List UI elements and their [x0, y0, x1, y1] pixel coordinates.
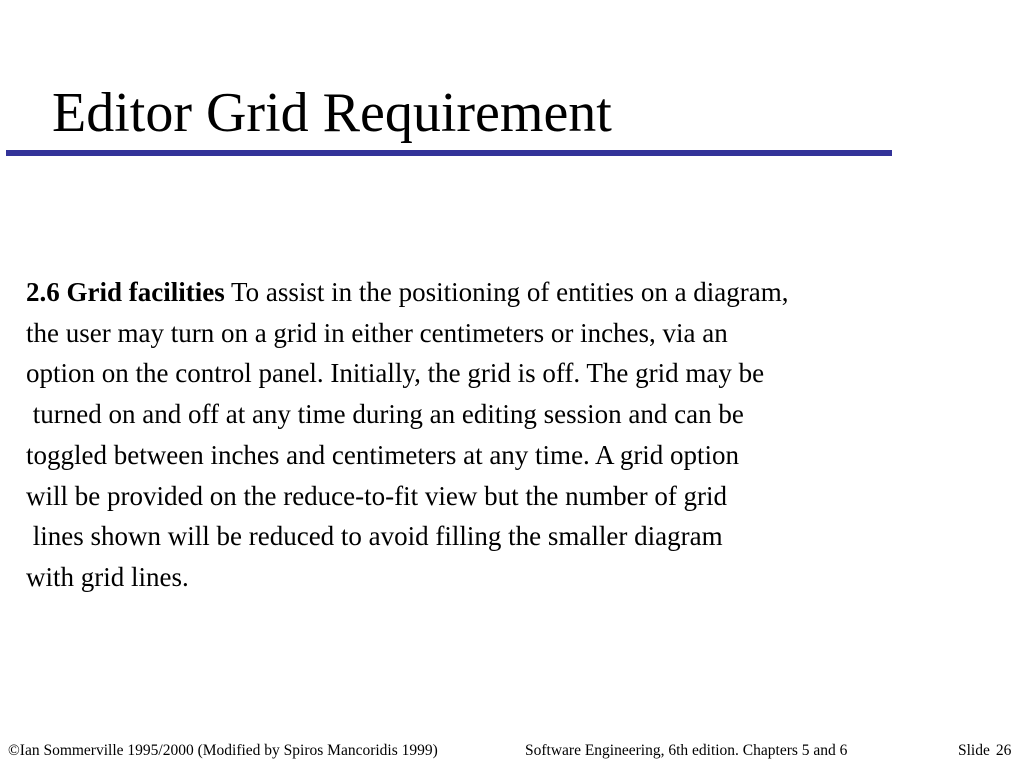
body-line-4: turned on and off at any time during an editing session and can be — [26, 399, 744, 430]
footer-slide-number — [958, 741, 1011, 761]
body-line-2: the user may turn on a grid in either centimeters or inches, via an — [26, 317, 728, 348]
title-underline — [6, 150, 892, 156]
body-line-8: with grid lines. — [26, 561, 189, 592]
body-line-5: toggled between inches and centimeters at any time. A grid option — [26, 439, 740, 470]
body-line-1 — [26, 272, 1016, 313]
slide-title: Editor Grid Requirement — [52, 82, 612, 144]
footer-copyright: ©Ian Sommerville 1995/2000 (Modified by Spiros Mancoridis 1999) — [8, 742, 438, 759]
body-line-6: will be provided on the reduce-to-fit view but the number of grid — [26, 480, 728, 511]
footer-book-title: Software Engineering, 6th edition. Chapters 5 and 6 — [525, 742, 848, 759]
slide-label: Slide — [958, 742, 990, 759]
slide-number: 26 — [995, 742, 1012, 759]
body-line-3: option on the control panel. Initially, the grid is off. The grid may be — [26, 358, 765, 389]
body-line-1-text: To assist in the positioning of entities on a diagram, — [224, 277, 789, 307]
requirement-heading: 2.6 Grid facilities — [26, 277, 225, 307]
body-line-7: lines shown will be reduced to avoid filling the smaller diagram — [26, 521, 723, 552]
requirement-text — [26, 272, 1016, 598]
